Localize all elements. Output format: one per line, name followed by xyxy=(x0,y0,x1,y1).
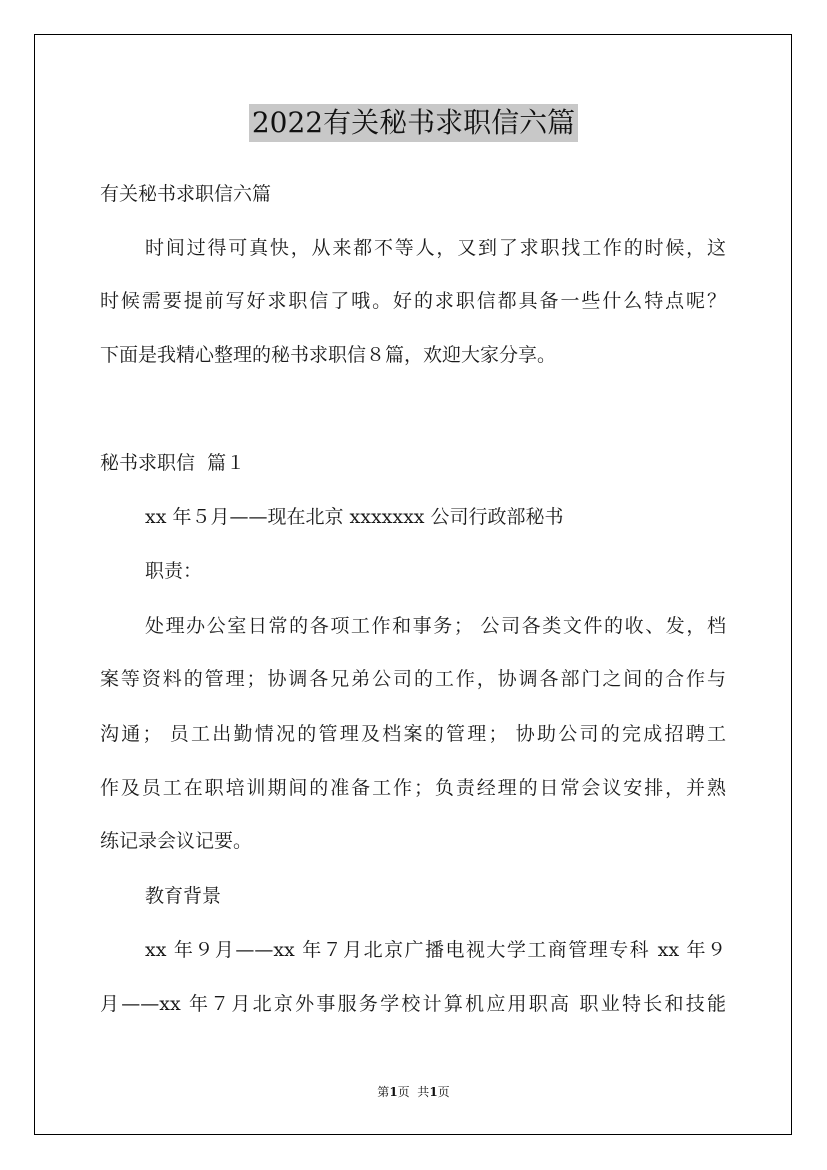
intro-line-2: 时候需要提前写好求职信了哦。好的求职信都具备一些什么特点呢？ xyxy=(100,290,726,312)
footer-page-num: 1 xyxy=(389,1085,398,1099)
footer-page-total: 1 xyxy=(429,1085,438,1099)
intro-line-1: 时间过得可真快，从来都不等人，又到了求职找工作的时候，这 xyxy=(145,237,726,259)
education-line-1: xx 年９月——xx 年７月北京广播电视大学工商管理专科 xx 年９ xyxy=(145,939,726,961)
duties-line-5: 练记录会议记要。 xyxy=(100,830,253,852)
duties-line-3: 沟通； 员工出勤情况的管理及档案的管理； 协助公司的完成招聘工 xyxy=(100,723,726,745)
title-wrap xyxy=(0,104,827,142)
section-heading: 秘书求职信 篇１ xyxy=(100,452,246,474)
footer-page-prefix: 第 xyxy=(377,1085,390,1099)
footer-page-mid: 页 共 xyxy=(397,1085,430,1099)
intro-line-3: 下面是我精心整理的秘书求职信８篇，欢迎大家分享。 xyxy=(100,344,557,366)
duties-line-2: 案等资料的管理；协调各兄弟公司的工作，协调各部门之间的合作与 xyxy=(100,668,726,690)
duties-line-4: 作及员工在职培训期间的准备工作；负责经理的日常会议安排，并熟 xyxy=(100,777,726,799)
education-label: 教育背景 xyxy=(145,885,222,907)
page-footer xyxy=(0,1084,827,1100)
duties-label: 职责： xyxy=(145,560,203,582)
document-title: 2022有关秘书求职信六篇 xyxy=(249,104,578,142)
subtitle: 有关秘书求职信六篇 xyxy=(100,183,272,205)
job-line: xx 年５月——现在北京 xxxxxxx 公司行政部秘书 xyxy=(145,506,564,528)
duties-line-1: 处理办公室日常的各项工作和事务； 公司各类文件的收、发，档 xyxy=(145,615,726,637)
education-line-2: 月——xx 年７月北京外事服务学校计算机应用职高 职业特长和技能 xyxy=(100,993,726,1015)
footer-page-suffix: 页 xyxy=(437,1085,450,1099)
